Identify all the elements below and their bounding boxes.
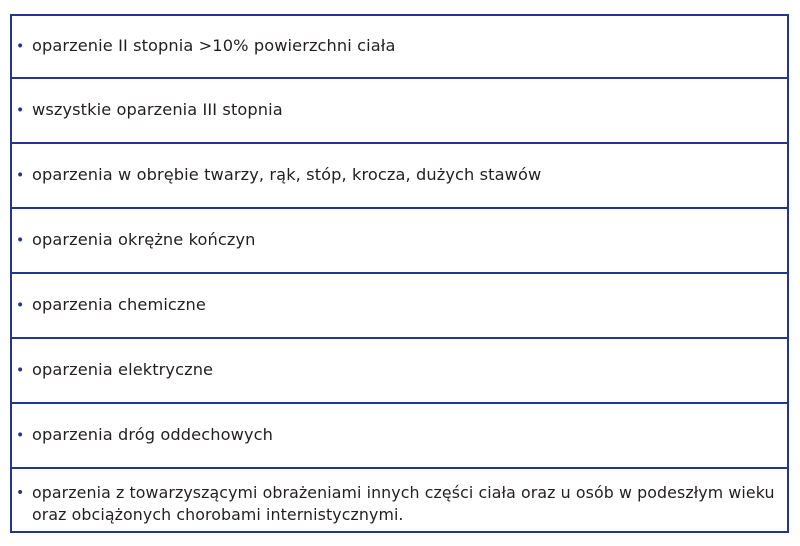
table-row xyxy=(12,144,787,209)
bullet-icon: • xyxy=(16,101,25,118)
list-item-text: oparzenia okrężne kończyn xyxy=(32,230,256,250)
bullet-icon: • xyxy=(16,426,25,443)
table-row xyxy=(12,274,787,339)
list-item-text: oparzenia elektryczne xyxy=(32,360,214,380)
bullet-icon: • xyxy=(16,361,25,378)
bullet-icon: • xyxy=(16,37,25,54)
table-row xyxy=(12,16,787,79)
table-row xyxy=(12,79,787,144)
table-row xyxy=(12,339,787,404)
table-row xyxy=(12,209,787,274)
bullet-icon: • xyxy=(16,166,25,183)
list-item-text: oparzenia w obrębie twarzy, rąk, stóp, krocza, dużych stawów xyxy=(32,165,542,185)
criteria-table xyxy=(10,14,789,533)
list-item-text: oparzenia chemiczne xyxy=(32,295,206,315)
list-item-text: oparzenia dróg oddechowych xyxy=(32,425,273,445)
bullet-icon: • xyxy=(16,296,25,313)
bullet-icon: • xyxy=(16,485,25,501)
list-item-text: wszystkie oparzenia III stopnia xyxy=(32,100,283,120)
list-item-text: oparzenie II stopnia >10% powierzchni ciała xyxy=(32,36,396,56)
bullet-icon: • xyxy=(16,231,25,248)
list-item-text: oparzenia z towarzyszącymi obrażeniami innych części ciała oraz u osób w podeszłym wieku oraz obciążonych chorobami internistycznymi. xyxy=(32,483,775,524)
table-row xyxy=(12,404,787,469)
table-row xyxy=(12,469,787,533)
